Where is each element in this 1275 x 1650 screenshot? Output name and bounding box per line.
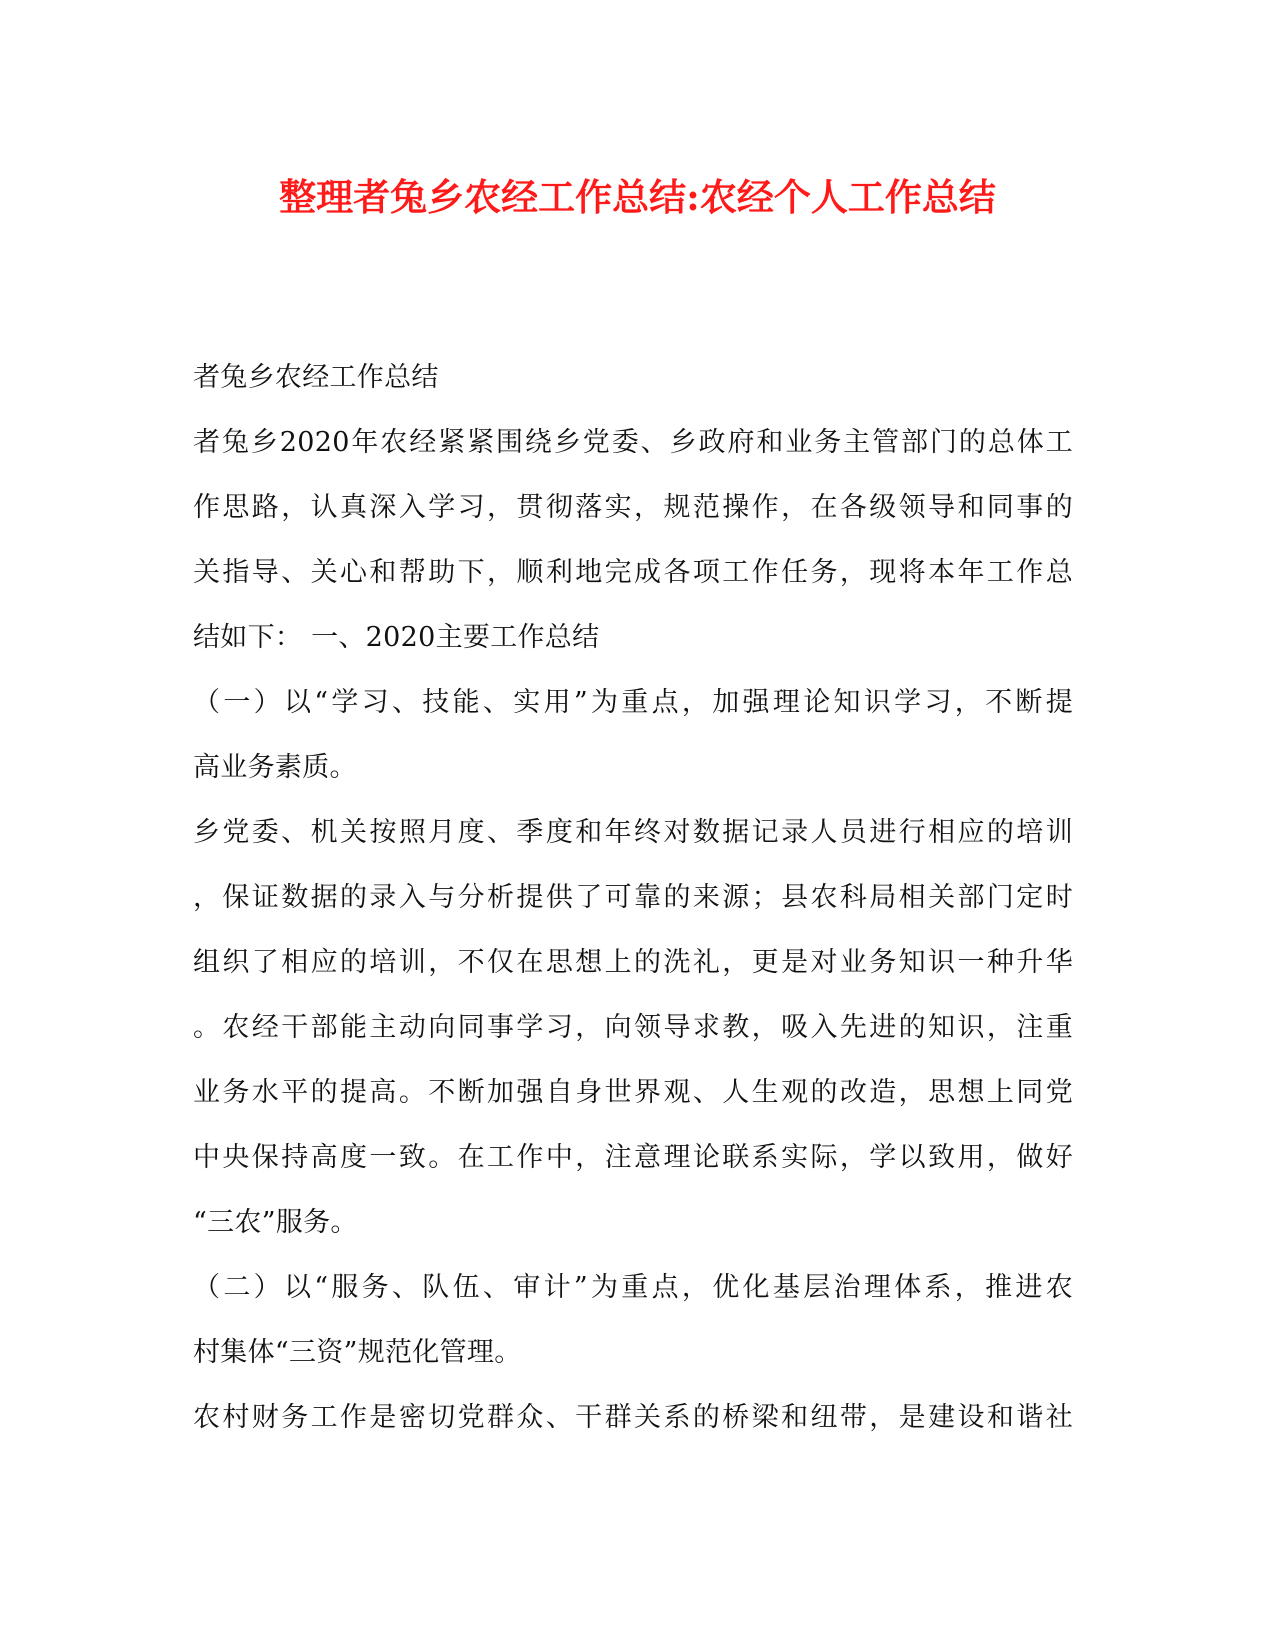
paragraph-line: 结如下： 一、2020主要工作总结: [193, 622, 600, 653]
paragraph-line: 高业务素质。: [193, 752, 357, 783]
paragraph-line: 。农经干部能主动向同事学习，向领导求教，吸入先进的知识，注重: [193, 1012, 1073, 1043]
paragraph-line: ，保证数据的录入与分析提供了可靠的来源；县农科局相关部门定时: [193, 882, 1073, 913]
paragraph-line: 农村财务工作是密切党群众、干群关系的桥梁和纽带，是建设和谐社: [193, 1402, 1073, 1433]
document-title: 整理者兔乡农经工作总结:农经个人工作总结: [279, 175, 996, 219]
paragraph-line: （一）以“学习、技能、实用”为重点，加强理论知识学习，不断提: [193, 687, 1073, 718]
paragraph-line: 村集体“三资”规范化管理。: [193, 1337, 522, 1368]
paragraph-line: 作思路，认真深入学习，贯彻落实，规范操作，在各级领导和同事的: [193, 492, 1073, 523]
section-heading: 者兔乡农经工作总结: [193, 362, 439, 393]
document-body: [193, 345, 1073, 1450]
paragraph-line: （二）以“服务、队伍、审计”为重点，优化基层治理体系，推进农: [193, 1272, 1073, 1303]
paragraph-line: 中央保持高度一致。在工作中，注意理论联系实际，学以致用，做好: [193, 1142, 1073, 1173]
paragraph-line: 者兔乡2020年农经紧紧围绕乡党委、乡政府和业务主管部门的总体工: [193, 427, 1073, 458]
paragraph-line: “三农”服务。: [193, 1207, 358, 1238]
paragraph-line: 乡党委、机关按照月度、季度和年终对数据记录人员进行相应的培训: [193, 817, 1073, 848]
paragraph-line: 组织了相应的培训，不仅在思想上的洗礼，更是对业务知识一种升华: [193, 947, 1073, 978]
paragraph-line: 业务水平的提高。不断加强自身世界观、人生观的改造，思想上同党: [193, 1077, 1073, 1108]
paragraph-line: 关指导、关心和帮助下，顺利地完成各项工作任务，现将本年工作总: [193, 557, 1073, 588]
